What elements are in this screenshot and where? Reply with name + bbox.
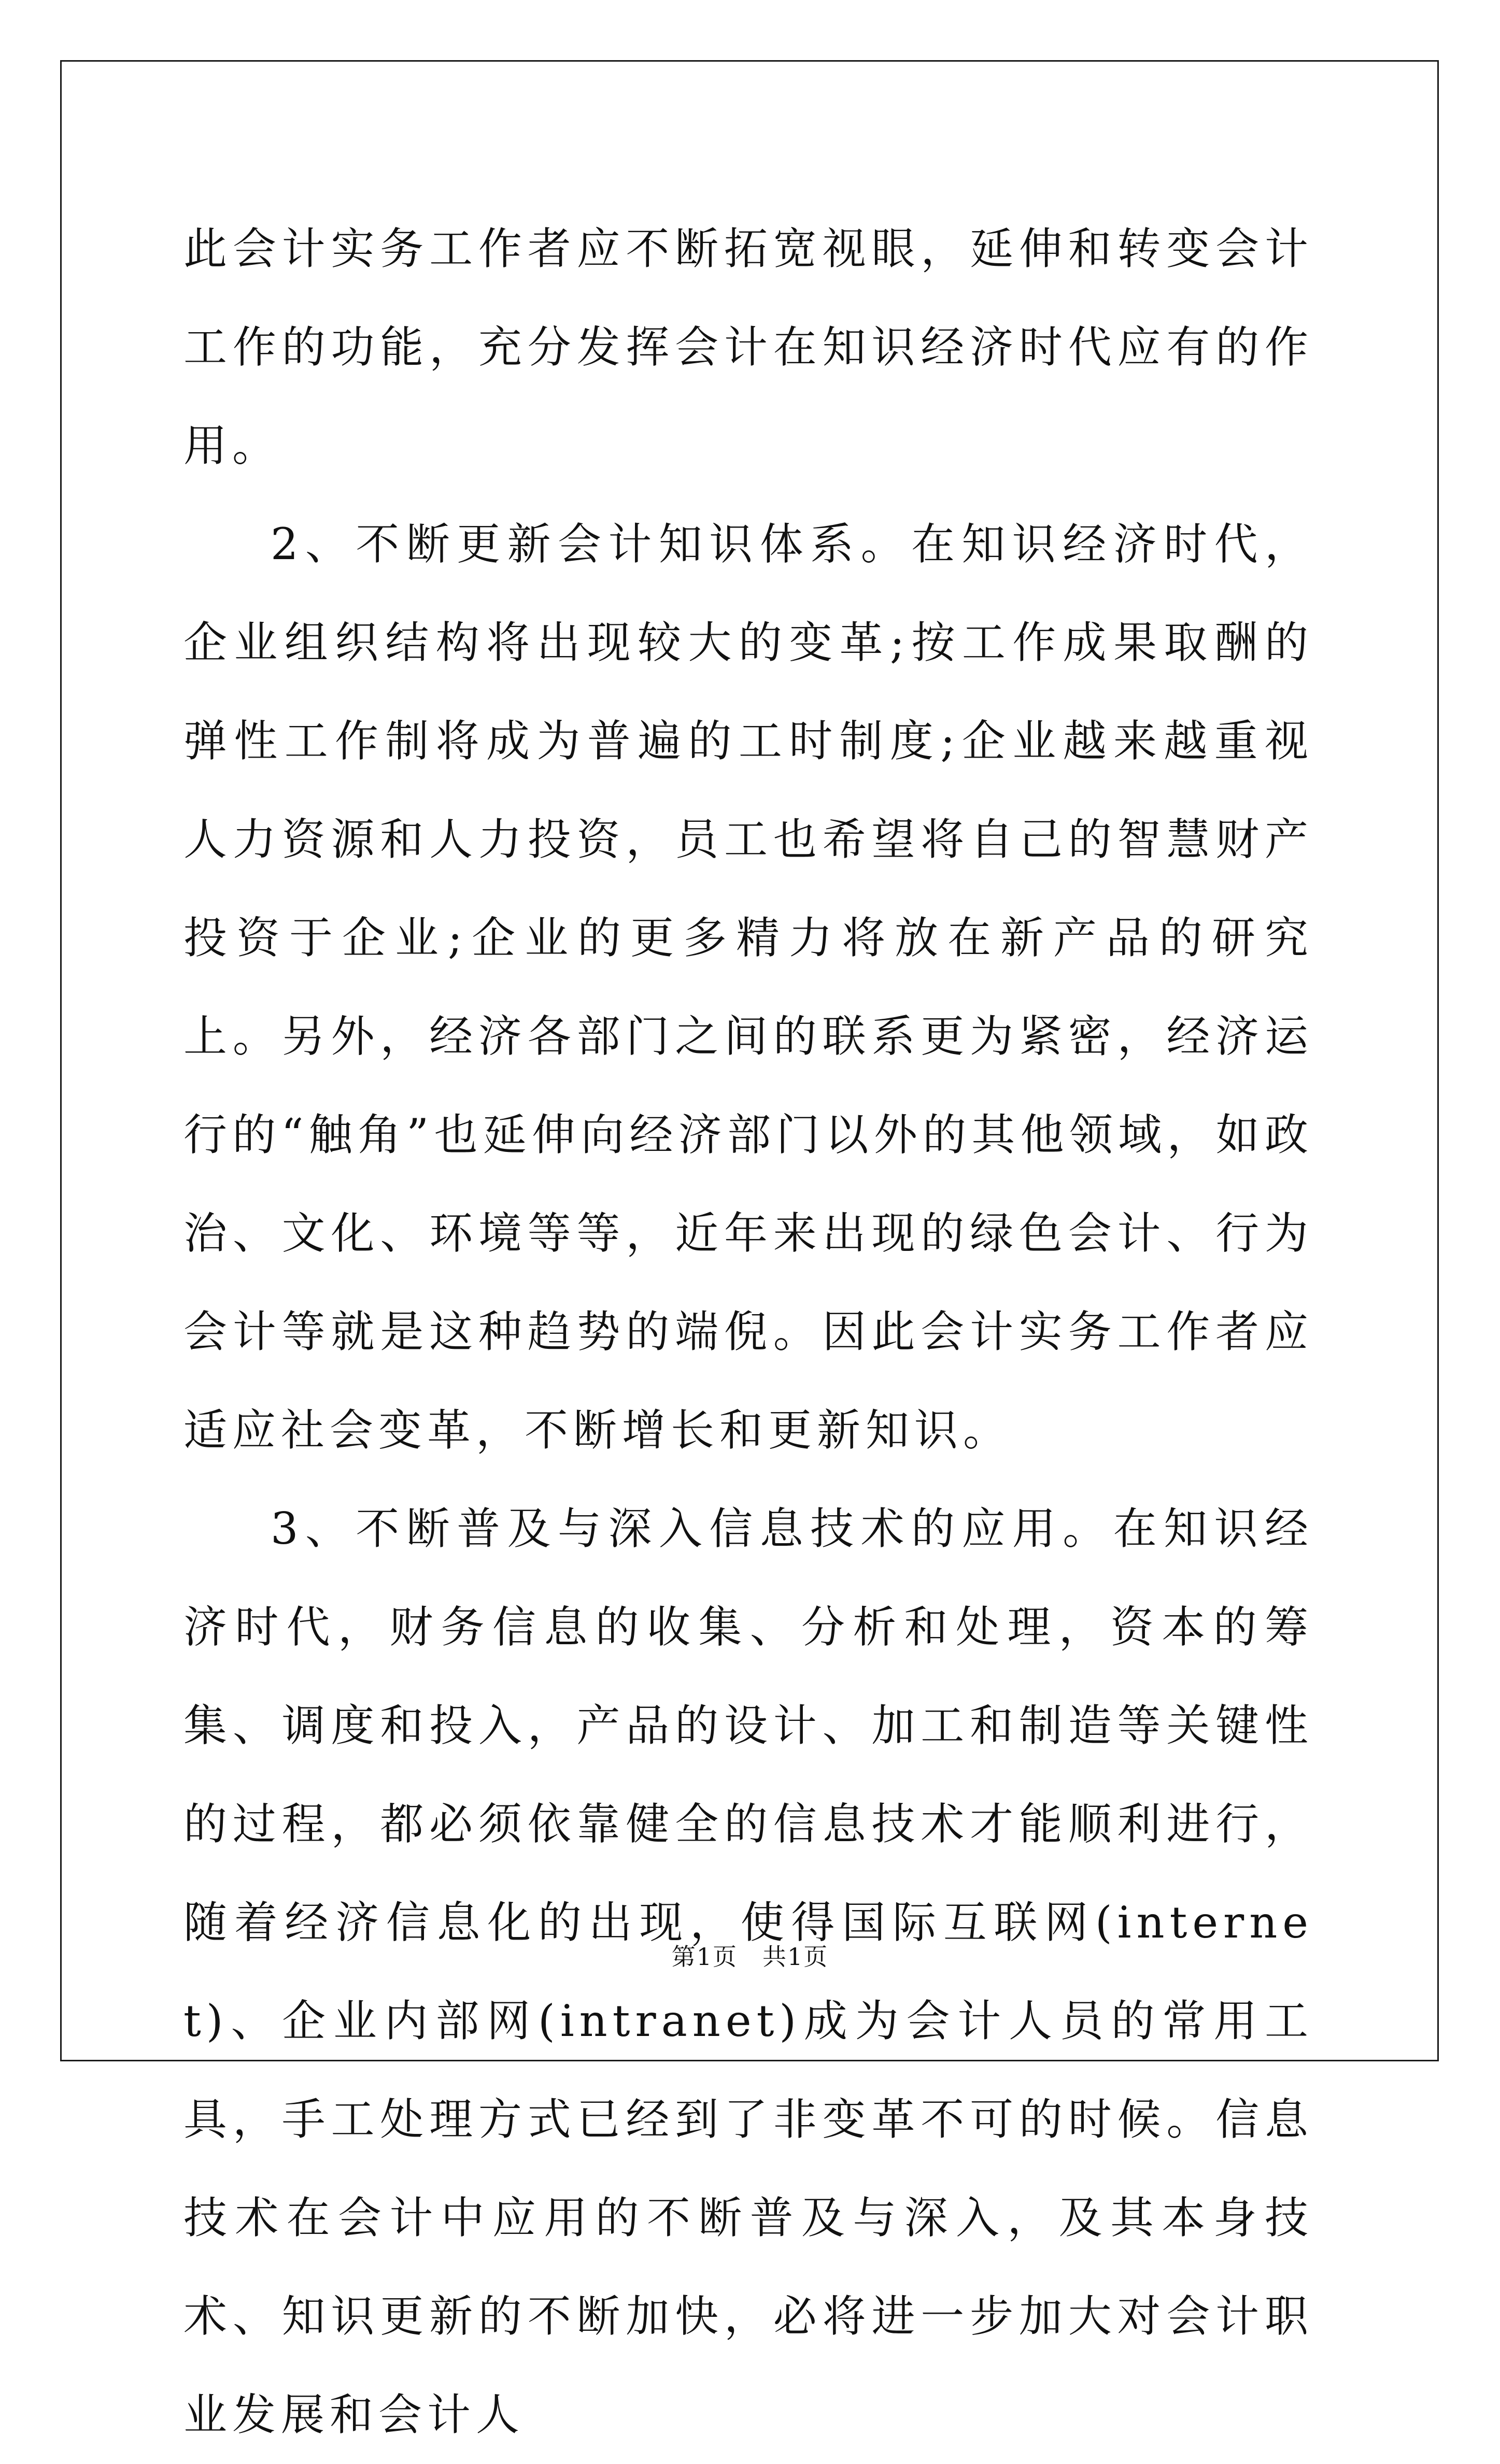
paragraph-2: 2、不断更新会计知识体系。在知识经济时代，企业组织结构将出现较大的变革;按工作成果取酬的弹性工作制将成为普遍的工时制度;企业越来越重视人力资源和人力投资，员工也希望将自己的智慧财产投资于企业;企业的更多精力将放在新产品的研究上。另外，经济各部门之间的联系更为紧密，经济运行的“触角”也延伸向经济部门以外的其他领域，如政治、文化、环境等等，近年来出现的绿色会计、行为会计等就是这种趋势的端倪。因此会计实务工作者应适应社会变革，不断增长和更新知识。 <box>183 519 1313 1456</box>
page-number: 第1页 <box>671 1943 738 1971</box>
paragraph-1: 此会计实务工作者应不断拓宽视眼，延伸和转变会计工作的功能，充分发挥会计在知识经济时代应有的作用。 <box>183 223 1313 471</box>
page-footer <box>0 1938 1500 1972</box>
document-body <box>183 200 1313 2464</box>
page-total: 共1页 <box>762 1943 829 1971</box>
paragraph-3: 3、不断普及与深入信息技术的应用。在知识经济时代，财务信息的收集、分析和处理，资本的筹集、调度和投入，产品的设计、加工和制造等关键性的过程，都必须依靠健全的信息技术才能顺利进行，随着经济信息化的出现，使得国际互联网(internet)、企业内部网(intranet)成为会计人员的常用工具，手工处理方式已经到了非变革不可的时候。信息技术在会计中应用的不断普及与深入，及其本身技术、知识更新的不断加快，必将进一步加大对会计职业发展和会计人 <box>183 1503 1313 2440</box>
